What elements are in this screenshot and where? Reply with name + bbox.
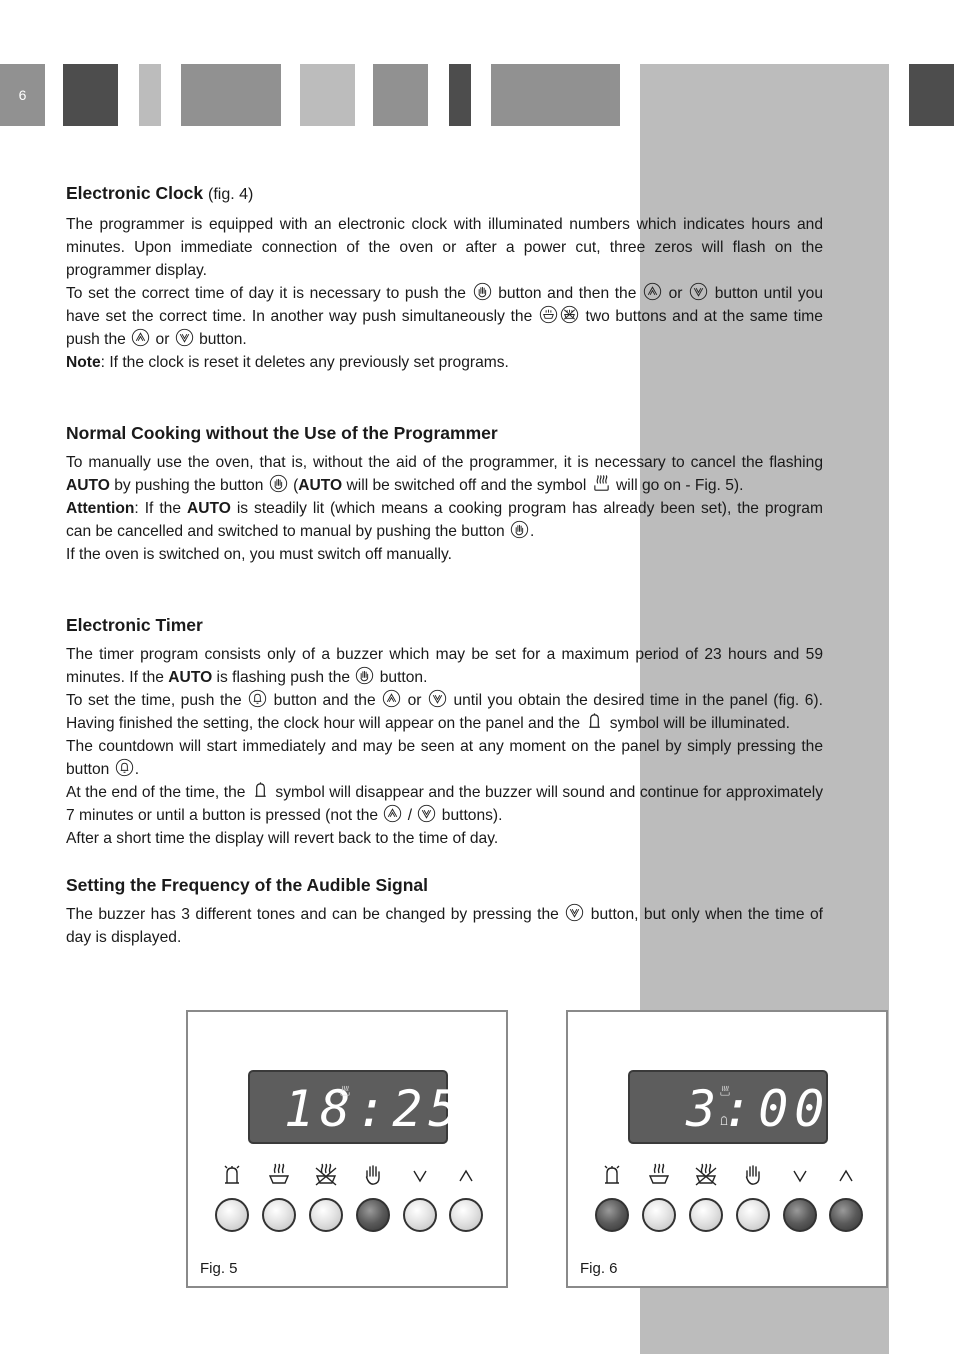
hand-icon (360, 1162, 386, 1188)
hand-icon (510, 520, 529, 539)
up-arrow-icon (131, 328, 150, 347)
control-button-down-arrow[interactable] (403, 1198, 437, 1232)
header-band (139, 64, 161, 126)
page-number: 6 (0, 64, 45, 126)
cook-end-icon (693, 1162, 719, 1188)
hand-icon (740, 1162, 766, 1188)
header-band (300, 64, 355, 126)
control-button-cook-start[interactable] (642, 1198, 676, 1232)
control-button-cook-start[interactable] (262, 1198, 296, 1232)
paragraph: After a short time the display will revert back to the time of day. (66, 830, 499, 847)
display-time: 18:25 (284, 1080, 465, 1138)
section-title-normal-cooking: Normal Cooking without the Use of the Programmer (66, 423, 498, 443)
heat-symbol-icon (719, 1084, 731, 1096)
bell-icon (251, 781, 270, 800)
paragraph: The countdown will start immediately and may be seen at any moment on the panel by simply pressing the button . (66, 738, 823, 778)
up-arrow-icon (833, 1162, 859, 1188)
control-button-up-arrow[interactable] (829, 1198, 863, 1232)
control-button-down-arrow[interactable] (783, 1198, 817, 1232)
down-arrow-icon (787, 1162, 813, 1188)
note: Note: If the clock is reset it deletes any previously set programs. (66, 354, 509, 371)
up-arrow-icon (382, 689, 401, 708)
control-button-hand[interactable] (736, 1198, 770, 1232)
figure-6-control-panel (566, 1010, 888, 1288)
header-band (63, 64, 118, 126)
down-arrow-icon (175, 328, 194, 347)
down-arrow-icon (428, 689, 447, 708)
paragraph: To set the correct time of day it is necessary to push the button and then the or button until you have set the correct time. In another way push simultaneously the two buttons and at the same time push the or button. (66, 282, 823, 351)
figure-label: Fig. 6 (580, 1260, 618, 1277)
cook-start-icon (266, 1162, 292, 1188)
paragraph: The timer program consists only of a buzzer which may be set for a maximum period of 23 hours and 59 minutes. If the AUTO is flashing push the button. (66, 646, 823, 686)
symbol-row (214, 1162, 494, 1192)
display-panel (628, 1070, 831, 1144)
up-arrow-icon (383, 804, 402, 823)
cook-start-icon (539, 305, 558, 324)
control-button-cook-end[interactable] (309, 1198, 343, 1232)
figure-5-control-panel (186, 1010, 508, 1288)
cook-start-icon (646, 1162, 672, 1188)
header-band (909, 64, 954, 126)
header-band (491, 64, 620, 126)
heat-symbol-icon (339, 1084, 351, 1096)
figure-label: Fig. 5 (200, 1260, 238, 1277)
bell-button-icon (115, 758, 134, 777)
hand-icon (269, 474, 288, 493)
paragraph: To set the time, push the button and the or until you obtain the desired time in the panel (fig. 6). Having finished the setting, the clock hour will appear on the panel and the symbol will be illuminated. (66, 689, 823, 735)
hand-icon (355, 666, 374, 685)
display-panel (248, 1070, 465, 1144)
paragraph: To manually use the oven, that is, without the aid of the programmer, it is necessary to cancel the flashing AUTO by pushing the button (AUTO will be switched off and the symbol will go on - Fig. 5). Attention: If the AUTO is steadily lit (which means a cooking program has already been set), the program can be cancelled and switched to manual by pushing the button . (66, 454, 823, 540)
bell-icon (585, 712, 604, 731)
control-button-bell[interactable] (215, 1198, 249, 1232)
section-title-electronic-clock: Electronic Clock (fig. 4) (66, 183, 254, 203)
main-content (66, 180, 823, 949)
paragraph: The buzzer has 3 different tones and can be changed by pressing the button, but only when the time of day is displayed. (66, 903, 823, 949)
header-band (373, 64, 428, 126)
header-band (181, 64, 281, 126)
down-arrow-icon (565, 903, 584, 922)
hand-icon (473, 282, 492, 301)
paragraph: If the oven is switched on, you must switch off manually. (66, 546, 452, 563)
display-time: 3:00 (686, 1080, 831, 1138)
bell-button-icon (248, 689, 267, 708)
control-button-up-arrow[interactable] (449, 1198, 483, 1232)
down-arrow-icon (407, 1162, 433, 1188)
control-button-cook-end[interactable] (689, 1198, 723, 1232)
section-title-audible-signal: Setting the Frequency of the Audible Signal (66, 875, 429, 895)
cook-end-icon (313, 1162, 339, 1188)
header-band (449, 64, 471, 126)
up-arrow-icon (453, 1162, 479, 1188)
down-arrow-icon (689, 282, 708, 301)
cook-end-icon (560, 305, 579, 324)
control-button-bell[interactable] (595, 1198, 629, 1232)
down-arrow-icon (417, 804, 436, 823)
up-arrow-icon (643, 282, 662, 301)
section-title-electronic-timer: Electronic Timer (66, 615, 203, 635)
paragraph: At the end of the time, the symbol will disappear and the buzzer will sound and continue for approximately 7 minutes or until a button is pressed (not the / buttons). (66, 781, 823, 827)
bell-icon (718, 1114, 730, 1126)
heat-symbol-icon (592, 474, 611, 493)
control-button-hand[interactable] (356, 1198, 390, 1232)
paragraph: The programmer is equipped with an electronic clock with illuminated numbers which indicates hours and minutes. Upon immediate connection of the oven or after a power cut, three zeros will flash on the programmer display. (66, 216, 823, 279)
symbol-row (594, 1162, 874, 1192)
bell-icon (599, 1162, 625, 1188)
bell-icon (219, 1162, 245, 1188)
